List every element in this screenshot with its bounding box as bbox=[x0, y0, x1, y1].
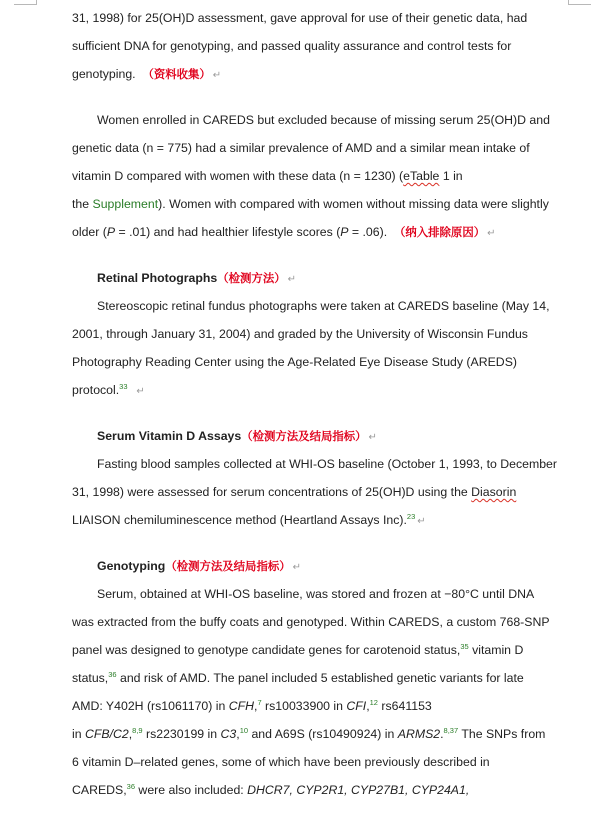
text-line: AMD: Y402H (rs1061170) in CFH,$^7$ rs10033900 in CFI,$^{12}$ rs641153 bbox=[72, 698, 432, 713]
paragraph-mark-icon: ↵ bbox=[487, 228, 496, 239]
spellcheck-word[interactable]: eTable bbox=[403, 169, 440, 183]
citation-ref: 8,9 bbox=[132, 726, 143, 735]
supplement-link[interactable]: Supplement bbox=[92, 197, 159, 211]
paragraph-exclusion bbox=[72, 106, 572, 246]
spellcheck-word[interactable]: Diasorin bbox=[471, 485, 517, 499]
annotation-method-outcome: （检测方法及结局指标） bbox=[241, 429, 367, 443]
section-heading: Genotyping（检测方法及结局指标） ↵ bbox=[97, 559, 302, 573]
text-line: 6 vitamin D–related genes, some of which have been previously described in bbox=[72, 755, 490, 769]
citation-ref: 36 bbox=[108, 670, 117, 679]
text-line: LIAISON chemiluminescence method (Heartland Assays Inc).$^{23}$ ↵ bbox=[72, 512, 426, 527]
paragraph-mark-icon: ↵ bbox=[417, 516, 426, 527]
paragraph-mark-icon: ↵ bbox=[136, 386, 145, 397]
section-retinal-photographs bbox=[72, 264, 572, 404]
paragraph-mark-icon: ↵ bbox=[292, 562, 302, 573]
text-line: status,$^{36}$ and risk of AMD. The panel included 5 established genetic variants for late bbox=[72, 670, 524, 685]
text-line: older (P = .01) and had healthier lifestyle scores (P = .06). （纳入排除原因） ↵ bbox=[72, 225, 496, 239]
paragraph-mark-icon: ↵ bbox=[368, 432, 377, 443]
paragraph-mark-icon: ↵ bbox=[212, 70, 222, 81]
annotation-detection-method: （检测方法） bbox=[217, 271, 286, 285]
text-line: sufficient DNA for genotyping, and passed quality assurance and control tests for bbox=[72, 39, 512, 53]
text-line: 31, 1998) for 25(OH)D assessment, gave approval for use of their genetic data, had bbox=[72, 11, 528, 25]
text-line: in CFB/C2,$^{8,9}$ rs2230199 in C3,10 and A69S (rs10490924) in ARMS2.$^{8,37}$ The SNPs from bbox=[72, 726, 546, 741]
page-corner-mark-left bbox=[14, 0, 37, 5]
annotation-method-outcome: （检测方法及结局指标） bbox=[165, 559, 291, 573]
text-line: genetic data (n = 775) had a similar prevalence of AMD and a similar mean intake of bbox=[72, 141, 530, 155]
section-genotyping bbox=[72, 552, 572, 804]
citation-ref: 10 bbox=[239, 726, 249, 735]
section-heading: Retinal Photographs（检测方法） ↵ bbox=[97, 271, 296, 285]
text-line: vitamin D compared with women with these data (n = 1230) (eTable 1 in bbox=[72, 169, 463, 183]
paragraph-eligibility bbox=[72, 4, 572, 88]
text-line: 31, 1998) were assessed for serum concentrations of 25(OH)D using the Diasorin bbox=[72, 485, 517, 499]
text-line: genotyping. （资料收集） ↵ bbox=[72, 67, 222, 81]
text-line: Women enrolled in CAREDS but excluded because of missing serum 25(OH)D and bbox=[97, 113, 550, 127]
text-line: Fasting blood samples collected at WHI-OS baseline (October 1, 1993, to December bbox=[97, 457, 557, 471]
text-line: Serum, obtained at WHI-OS baseline, was stored and frozen at −80°C until DNA bbox=[97, 587, 535, 601]
section-serum-vitamin-d-assays bbox=[72, 422, 572, 534]
citation-ref: 35 bbox=[460, 642, 469, 651]
annotation-data-collection: （资料收集） bbox=[142, 67, 211, 81]
text-line: panel was designed to genotype candidate genes for carotenoid status,$^{35}$ vitamin D bbox=[72, 642, 524, 657]
annotation-inclusion-exclusion: （纳入排除原因） bbox=[393, 225, 486, 239]
text-line: the Supplement). Women with compared with women without missing data were slightly bbox=[72, 197, 549, 211]
paragraph-mark-icon: ↵ bbox=[287, 274, 296, 285]
text-line: Photography Reading Center using the Age-Related Eye Disease Study (AREDS) bbox=[72, 355, 517, 369]
document-page bbox=[72, 4, 572, 804]
text-line: was extracted from the buffy coats and genotyped. Within CAREDS, a custom 768-SNP bbox=[72, 615, 550, 629]
citation-ref: 8,37 bbox=[443, 726, 459, 735]
section-heading: Serum Vitamin D Assays（检测方法及结局指标） ↵ bbox=[97, 429, 377, 443]
text-line: Stereoscopic retinal fundus photographs were taken at CAREDS baseline (May 14, bbox=[97, 299, 550, 313]
text-line: CAREDS,$^{36}$ were also included: DHCR7, CYP2R1, CYP27B1, CYP24A1, bbox=[72, 782, 470, 797]
citation-ref: 23 bbox=[406, 512, 416, 521]
text-line: protocol.$^{33}$ ↵ bbox=[72, 382, 145, 397]
citation-ref: 33 bbox=[119, 382, 128, 391]
citation-ref: 12 bbox=[369, 698, 378, 707]
citation-ref: 7 bbox=[257, 698, 262, 707]
citation-ref: 36 bbox=[126, 782, 136, 791]
text-line: 2001, through January 31, 2004) and graded by the University of Wisconsin Fundus bbox=[72, 327, 528, 341]
